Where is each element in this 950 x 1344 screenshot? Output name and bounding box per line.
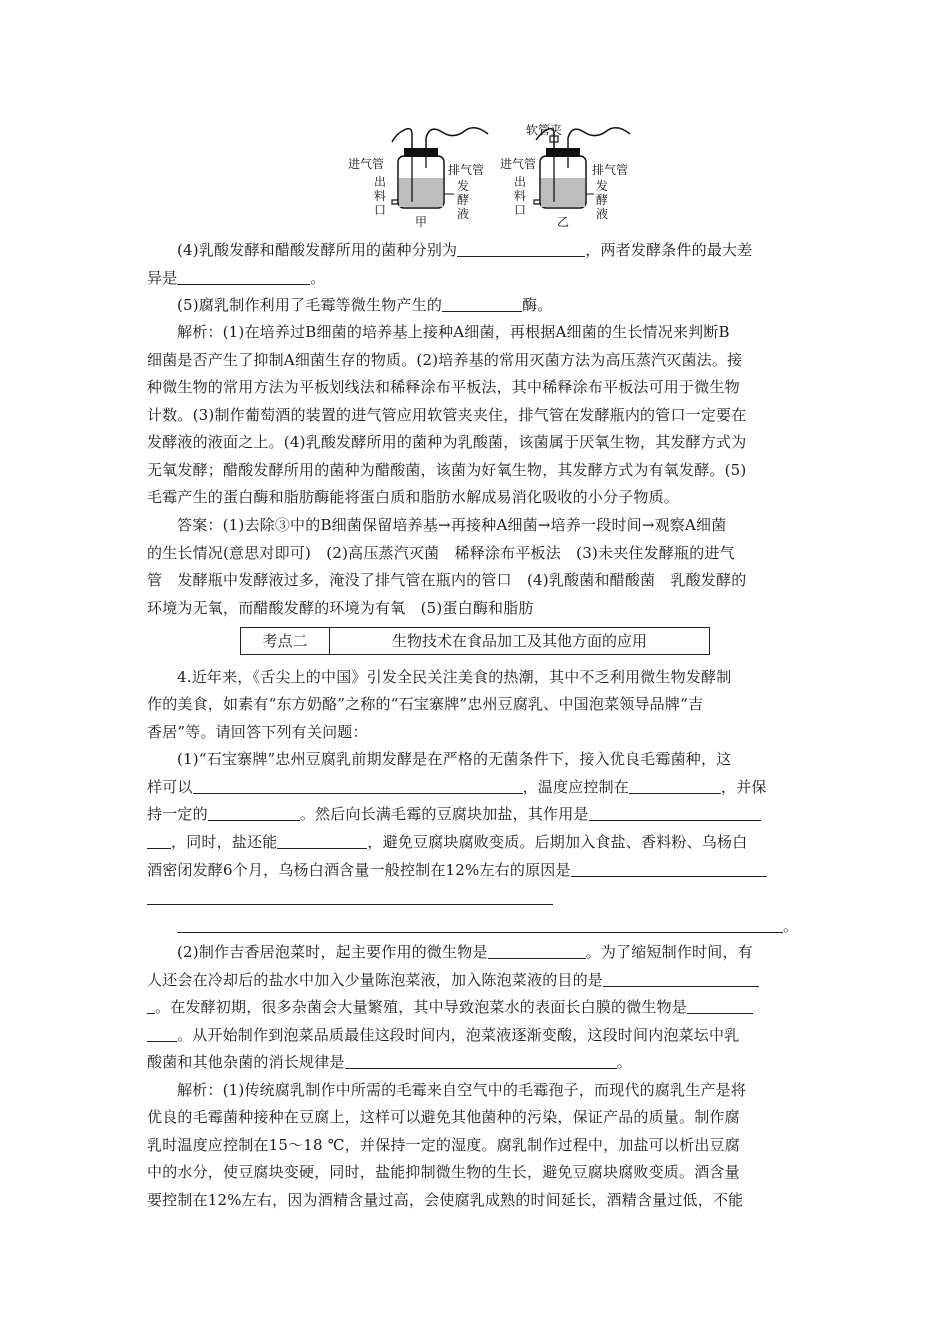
answer-blank: [147, 995, 155, 1014]
yi-liquid-label-2: 酵: [596, 193, 609, 207]
answer-1-line: 管 发酵瓶中发酵液过多，淹没了排气管在瓶内的管口 (4)乳酸菌和醋酸菌 乳酸发酵的: [147, 571, 747, 589]
yi-caption: 乙: [557, 215, 570, 229]
answer-blank: [147, 886, 553, 905]
answer-blank: [589, 802, 761, 821]
jia-liquid-label-1: 发: [457, 179, 470, 193]
answer-blank: [457, 238, 585, 257]
answer-blank: [603, 968, 759, 987]
answer-blank: [277, 830, 367, 849]
jia-liquid-label-3: 液: [457, 207, 470, 221]
answer-blank: [488, 940, 586, 959]
part-1-line: ，同时，盐还能 ，避免豆腐块腐败变质。后期加入食盐、香料粉、乌杨白: [0, 828, 950, 856]
section-title: 生物技术在食品加工及其他方面的应用: [391, 632, 647, 650]
analysis-2-line: 要控制在12%左右，因为酒精含量过高，会使腐乳成熟的时间延长，酒精含量过低，不能: [147, 1191, 744, 1209]
part-1-line: 。: [0, 912, 950, 940]
part-2-line: 酸菌和其他杂菌的消长规律是 。: [0, 1048, 950, 1076]
answer-blank: [147, 830, 171, 849]
question-4-intro-line: 香居”等。请回答下列有关问题：: [147, 723, 368, 741]
analysis-2-line: 中的水分，使豆腐块变硬，同时，盐能抑制微生物的生长，避免豆腐块腐败变质。酒含量: [147, 1163, 740, 1181]
jia-port-label-1: 出: [374, 175, 387, 189]
answer-blank: [208, 802, 300, 821]
yi-inlet-label: 进气管: [500, 157, 537, 171]
yi-port-label-3: 口: [514, 203, 527, 217]
answer-1-line: 的生长情况(意思对即可) (2)高压蒸汽灭菌 稀释涂布平板法 (3)未夹住发酵瓶的进气: [147, 544, 735, 562]
yi-clamp-label: 软管夹: [526, 123, 563, 137]
question-4-intro-line: 4.近年来，《舌尖上的中国》引发全民关注美食的热潮，其中不乏利用微生物发酵制: [177, 668, 732, 686]
yi-liquid-label-3: 液: [596, 207, 609, 221]
analysis-1-line: 种微生物的常用方法为平板划线法和稀释涂布平板法，其中稀释涂布平板法可用于微生物: [147, 378, 740, 396]
jia-port-label-2: 料: [374, 189, 387, 203]
analysis-1-line: 计数。(3)制作葡萄酒的装置的进气管应用软管夹夹住，排气管在发酵瓶内的管口一定要在: [147, 406, 747, 424]
analysis-1-line: 解析：(1)在培养过B细菌的培养基上接种A细菌，再根据A细菌的生长情况来判断B: [177, 323, 730, 341]
analysis-2-line: 乳时温度应控制在15～18 ℃，并保持一定的湿度。腐乳制作过程中，加盐可以析出豆腐: [147, 1136, 740, 1154]
yi-liquid-label-1: 发: [596, 179, 609, 193]
part-1-line: 样可以 ，温度应控制在 ，并保: [0, 773, 950, 801]
part-1-line: (1)“石宝寨牌”忠州豆腐乳前期发酵是在严格的无菌条件下，接入优良毛霉菌种，这: [177, 750, 732, 768]
part-2-line: 。在发酵初期，很多杂菌会大量繁殖，其中导致泡菜水的表面长白膜的微生物是: [0, 993, 950, 1021]
part-1-line: [0, 884, 950, 912]
analysis-1-line: 细菌是否产生了抑制A细菌生存的物质。(2)培养基的常用灭菌方法为高压蒸汽灭菌法。接: [147, 351, 743, 369]
yi-outlet-label: 排气管: [592, 163, 629, 177]
question-4-line-1: (4)乳酸发酵和醋酸发酵所用的菌种分别为 ，两者发酵条件的最大差: [0, 236, 950, 264]
answer-blank: [687, 995, 753, 1014]
question-4-line-2: 异是 。: [0, 264, 950, 292]
answer-blank: [345, 1050, 617, 1069]
analysis-1-line: 毛霉产生的蛋白酶和脂肪酶能将蛋白质和脂肪水解成易消化吸收的小分子物质。: [147, 488, 680, 506]
jia-inlet-label: 进气管: [348, 157, 385, 171]
analysis-2-line: 解析：(1)传统腐乳制作中所需的毛霉来自空气中的毛霉孢子，而现代的腐乳生产是将: [177, 1081, 747, 1099]
apparatus-diagram: [330, 118, 640, 230]
answer-blank: [177, 914, 783, 933]
part-1-line: 持一定的 。然后向长满毛霉的豆腐块加盐，其作用是: [0, 800, 950, 828]
yi-port-label-1: 出: [514, 175, 527, 189]
answer-blank: [147, 1023, 177, 1042]
answer-blank: [571, 858, 767, 877]
analysis-1-line: 无氧发酵；醋酸发酵所用的菌种为醋酸菌，该菌为好氧生物，其发酵方式为有氧发酵。(5): [147, 461, 747, 479]
part-2-line: (2)制作吉香居泡菜时，起主要作用的微生物是 。为了缩短制作时间，有: [0, 938, 950, 966]
part-2-line: 。从开始制作到泡菜品质最佳这段时间内，泡菜液逐渐变酸，这段时间内泡菜坛中乳: [0, 1021, 950, 1049]
part-1-line: 酒密闭发酵6个月，乌杨白酒含量一般控制在12%左右的原因是: [0, 856, 950, 884]
answer-1-line: 环境为无氧，而醋酸发酵的环境为有氧 (5)蛋白酶和脂肪: [147, 599, 534, 617]
answer-blank: [442, 293, 522, 312]
jia-outlet-label: 排气管: [448, 163, 485, 177]
question-4-intro-line: 作的美食，如素有“东方奶酪”之称的“石宝寨牌”忠州豆腐乳、中国泡菜领导品牌“吉: [147, 695, 704, 713]
part-2-line: 人还会在冷却后的盐水中加入少量陈泡菜液，加入陈泡菜液的目的是: [0, 966, 950, 994]
question-5: (5)腐乳制作利用了毛霉等微生物产生的 酶。: [0, 291, 950, 319]
jia-liquid-label-2: 酵: [457, 193, 470, 207]
jia-port-label-3: 口: [374, 203, 387, 217]
analysis-1-line: 发酵液的液面之上。(4)乳酸发酵所用的菌种为乳酸菌，该菌属于厌氧生物，其发酵方式为: [147, 433, 747, 451]
jia-caption: 甲: [415, 215, 428, 229]
analysis-2-line: 优良的毛霉菌种接种在豆腐上，这样可以避免其他菌种的污染，保证产品的质量。制作腐: [147, 1108, 740, 1126]
answer-blank: [177, 266, 310, 285]
section-header-table: [240, 627, 710, 655]
answer-blank: [629, 775, 721, 794]
answer-blank: [193, 775, 523, 794]
answer-1-line: 答案：(1)去除③中的B细菌保留培养基→再接种A细菌→培养一段时间→观察A细菌: [177, 516, 727, 534]
section-label: 考点二: [241, 628, 330, 654]
yi-port-label-2: 料: [514, 189, 527, 203]
fermentation-apparatus-figure: [330, 118, 640, 230]
